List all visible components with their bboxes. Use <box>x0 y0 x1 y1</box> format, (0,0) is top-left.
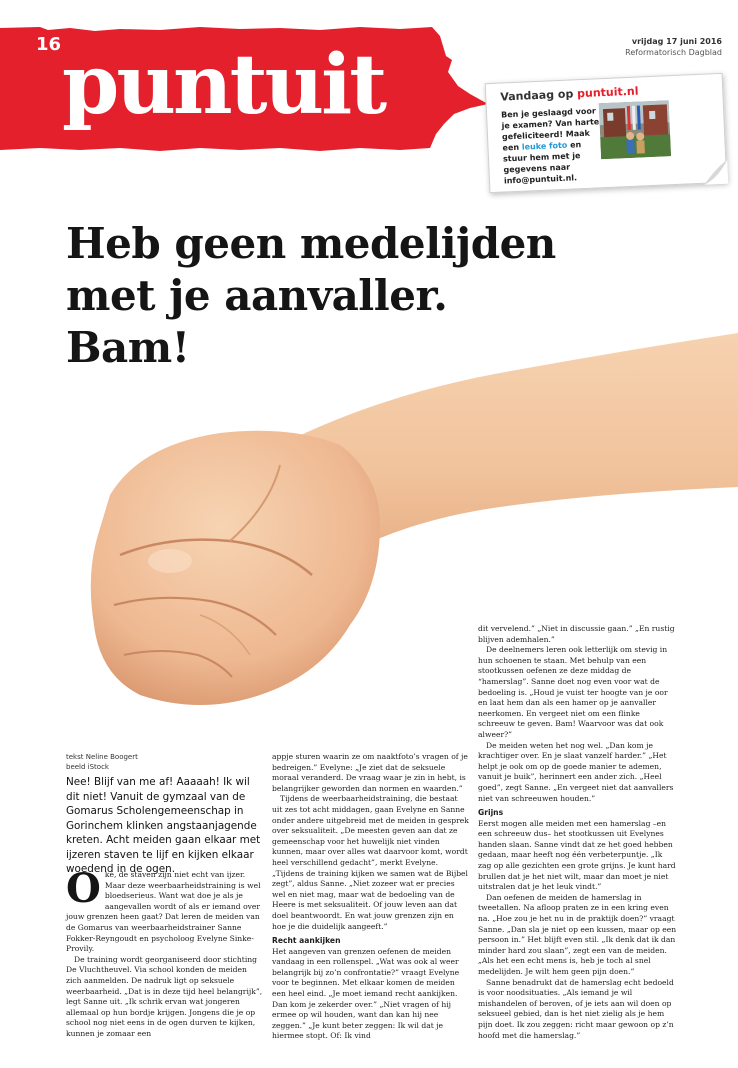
promo-card <box>485 73 728 193</box>
promo-text-part1: Ben je geslaagd voor je examen? Van harte gefeliciteerd! Maak een <box>500 106 600 153</box>
promo-title-prefix: Vandaag op <box>500 87 578 104</box>
paragraph: Sanne benadrukt dat de hamerslag echt bedoeld is voor noodsituaties. „Als iemand je wil mishandelen of beroven, of je iets aan wil doen op seksueel gebied, dan is het niet zielig als je hem pijn doet. Ik zou zeggen: richt maar gewoon op z’n hoofd met die hamerslag.” <box>478 977 674 1040</box>
article-column-2 <box>272 752 470 1042</box>
paragraph: Eerst mogen alle meiden met een hamerslag –en een schreeuw dus– het stootkussen uit Evelynes handen slaan. Sanne vindt dat ze het goed hebben gedaan, maar heeft nog één verbeterpuntje. „Ik zag op alle gezichten een grote grijns. Je kunt hard brullen dat je het niet wilt, maar dan moet je niet uitstralen dat je het leuk vindt.” <box>478 818 676 892</box>
subheading-recht-aankijken: Recht aankijken <box>272 936 341 946</box>
headline-line-1: Heb geen medelijden <box>66 219 556 268</box>
masthead <box>0 0 738 200</box>
article-intro: Nee! Blijf van me af! Aaaaah! Ik wil dit niet! Vanuit de gymzaal van de Gomarus Scholengemeenschap in Gorinchem klinken angstaanjagende kreten. Acht meiden gaan elkaar met ijzeren staven te lijf en kijken elkaar woedend in de ogen. <box>66 776 261 875</box>
page-curl-icon <box>703 160 728 185</box>
article-credits <box>66 752 138 772</box>
promo-photo <box>599 100 671 159</box>
promo-site-name[interactable]: puntuit.nl <box>576 84 639 101</box>
section-logo: puntuit <box>62 37 385 133</box>
paragraph: appje sturen waarin ze om naaktfoto’s vragen of je bedreigen.” Evelyne: „Je ziet dat de seksuele moraal veranderd. De vraag waar je zin in hebt, is belangrijker geworden dan normen en waarden.” <box>272 752 468 793</box>
dateline <box>625 36 722 58</box>
paragraph: De training wordt georganiseerd door stichting De Vluchtheuvel. Via school konden de meiden zich aanmelden. De nadruk ligt op seksuele weerbaarheid. „Dat is in deze tijd heel belangrijk”, legt Sanne uit. „Ik schrik ervan wat jongeren allemaal op hun bordje krijgen. Jongens die je op school nog niet eens in de ogen durven te kijken, kunnen je zomaar een <box>66 954 263 1038</box>
paragraph: De deelnemers leren ook letterlijk om stevig in hun schoenen te staan. Met behulp van een stootkussen oefenen ze deze middag de “hamerslag”. Sanne doet nog even voor wat de bedoeling is. „Houd je vuist ter hoogte van je oor en laat hem dan als een hamer op je aanvaller neerkomen. En vergeet niet om een flinke schreeuw te geven. Bam! Waarvoor was dat ook alweer?” <box>478 645 668 739</box>
paragraph: dit vervelend.” „Niet in discussie gaan.” „En rustig blijven ademhalen.” <box>478 624 675 644</box>
promo-photo-link[interactable]: leuke foto <box>521 140 568 152</box>
promo-title <box>500 85 639 104</box>
headline-line-3: Bam! <box>66 323 190 372</box>
paragraph: Dan oefenen de meiden de hamerslag in tweetallen. Na afloop praten ze in een kring even na. „Hoe zou je het nu in de praktijk doen?” vraagt Sanne. „Dan sla je niet op een kussen, maar op een persoon in.” Het blijft even stil. „Ik denk dat ik dan minder hard zou slaan”, zegt een van de meiden. „Als het een echt mens is, heb je toch al snel medelijden. Je wilt hem geen pijn doen.” <box>478 892 677 976</box>
credit-text: tekst Neline Boogert <box>66 753 138 761</box>
paragraph: De meiden weten het nog wel. „Dan kom je krachtiger over. En je slaat vanzelf harder.” „Het helpt je ook om op de goede manier te ademen, vanuit je buik”, herinnert een ander zich. „Heel goed”, zegt Sanne. „En vergeet niet dat aanvallers niet van schreeuwen houden.” <box>478 740 674 803</box>
publication-name: Reformatorisch Dagblad <box>625 48 722 57</box>
paragraph: Het aangeven van grenzen oefenen de meiden vandaag in een rollenspel. „Wat was ook al weer belangrijk bij zo’n confrontatie?” vraagt Evelyne voor te beginnen. Met elkaar komen de meiden een heel eind. „Je moet iemand recht aankijken. Dan kom je zekerder over.” „Niet vragen of hij ermee op wil houden, want dan kan hij nee zeggen.” „Je kunt beter zeggen: Ik wil dat je hiermee stopt. Of: Ik vind <box>272 946 460 1041</box>
issue-date: vrijdag 17 juni 2016 <box>631 37 722 46</box>
credit-photo: beeld iStock <box>66 763 109 771</box>
page-number: 16 <box>36 34 62 55</box>
promo-sticker[interactable] <box>487 78 725 188</box>
article-column-1 <box>66 865 264 1040</box>
headline-line-2: met je aanvaller. <box>66 271 448 320</box>
promo-text-part2: en stuur hem met je gegevens naar info@puntuit.nl. <box>502 140 582 186</box>
article-column-3 <box>478 624 678 1041</box>
paragraph: ké, de staven zijn niet echt van ijzer. Maar deze weerbaarheidstraining is wel bloedserieus. Want wat doe je als je aangevallen wordt of als er iemand over jouw grenzen heen gaat? Dat leren de meiden van de Gomarus van weerbaarheidstrainer Sanne Fokker-Reyngoudt en psycholoog Evelyne Sinke-Provily. <box>66 870 261 954</box>
paragraph: Tijdens de weerbaarheidstraining, die bestaat uit zes tot acht middagen, gaan Evelyne en Sanne onder andere uitgebreid met de meiden in gesprek over seksualiteit. „De meesten geven aan dat ze gemeenschap voor het huwelijk niet vinden kunnen, maar over alles wat daarvoor komt, wordt heel verschillend gedacht”, merkt Evelyne. „Tijdens de training kijken we samen wat de Bijbel zegt”, aldus Sanne. „Niet zozeer wat er precies wel en niet mag, maar wat de bedoeling van de Heere is met seksualiteit. Of jouw leven aan dat doel beantwoordt. En wat jouw grenzen zijn en hoe je die duidelijk aangeeft.” <box>272 794 469 931</box>
subheading-grijns: Grijns <box>478 808 504 818</box>
drop-cap: O <box>66 865 101 912</box>
promo-text <box>501 105 604 186</box>
